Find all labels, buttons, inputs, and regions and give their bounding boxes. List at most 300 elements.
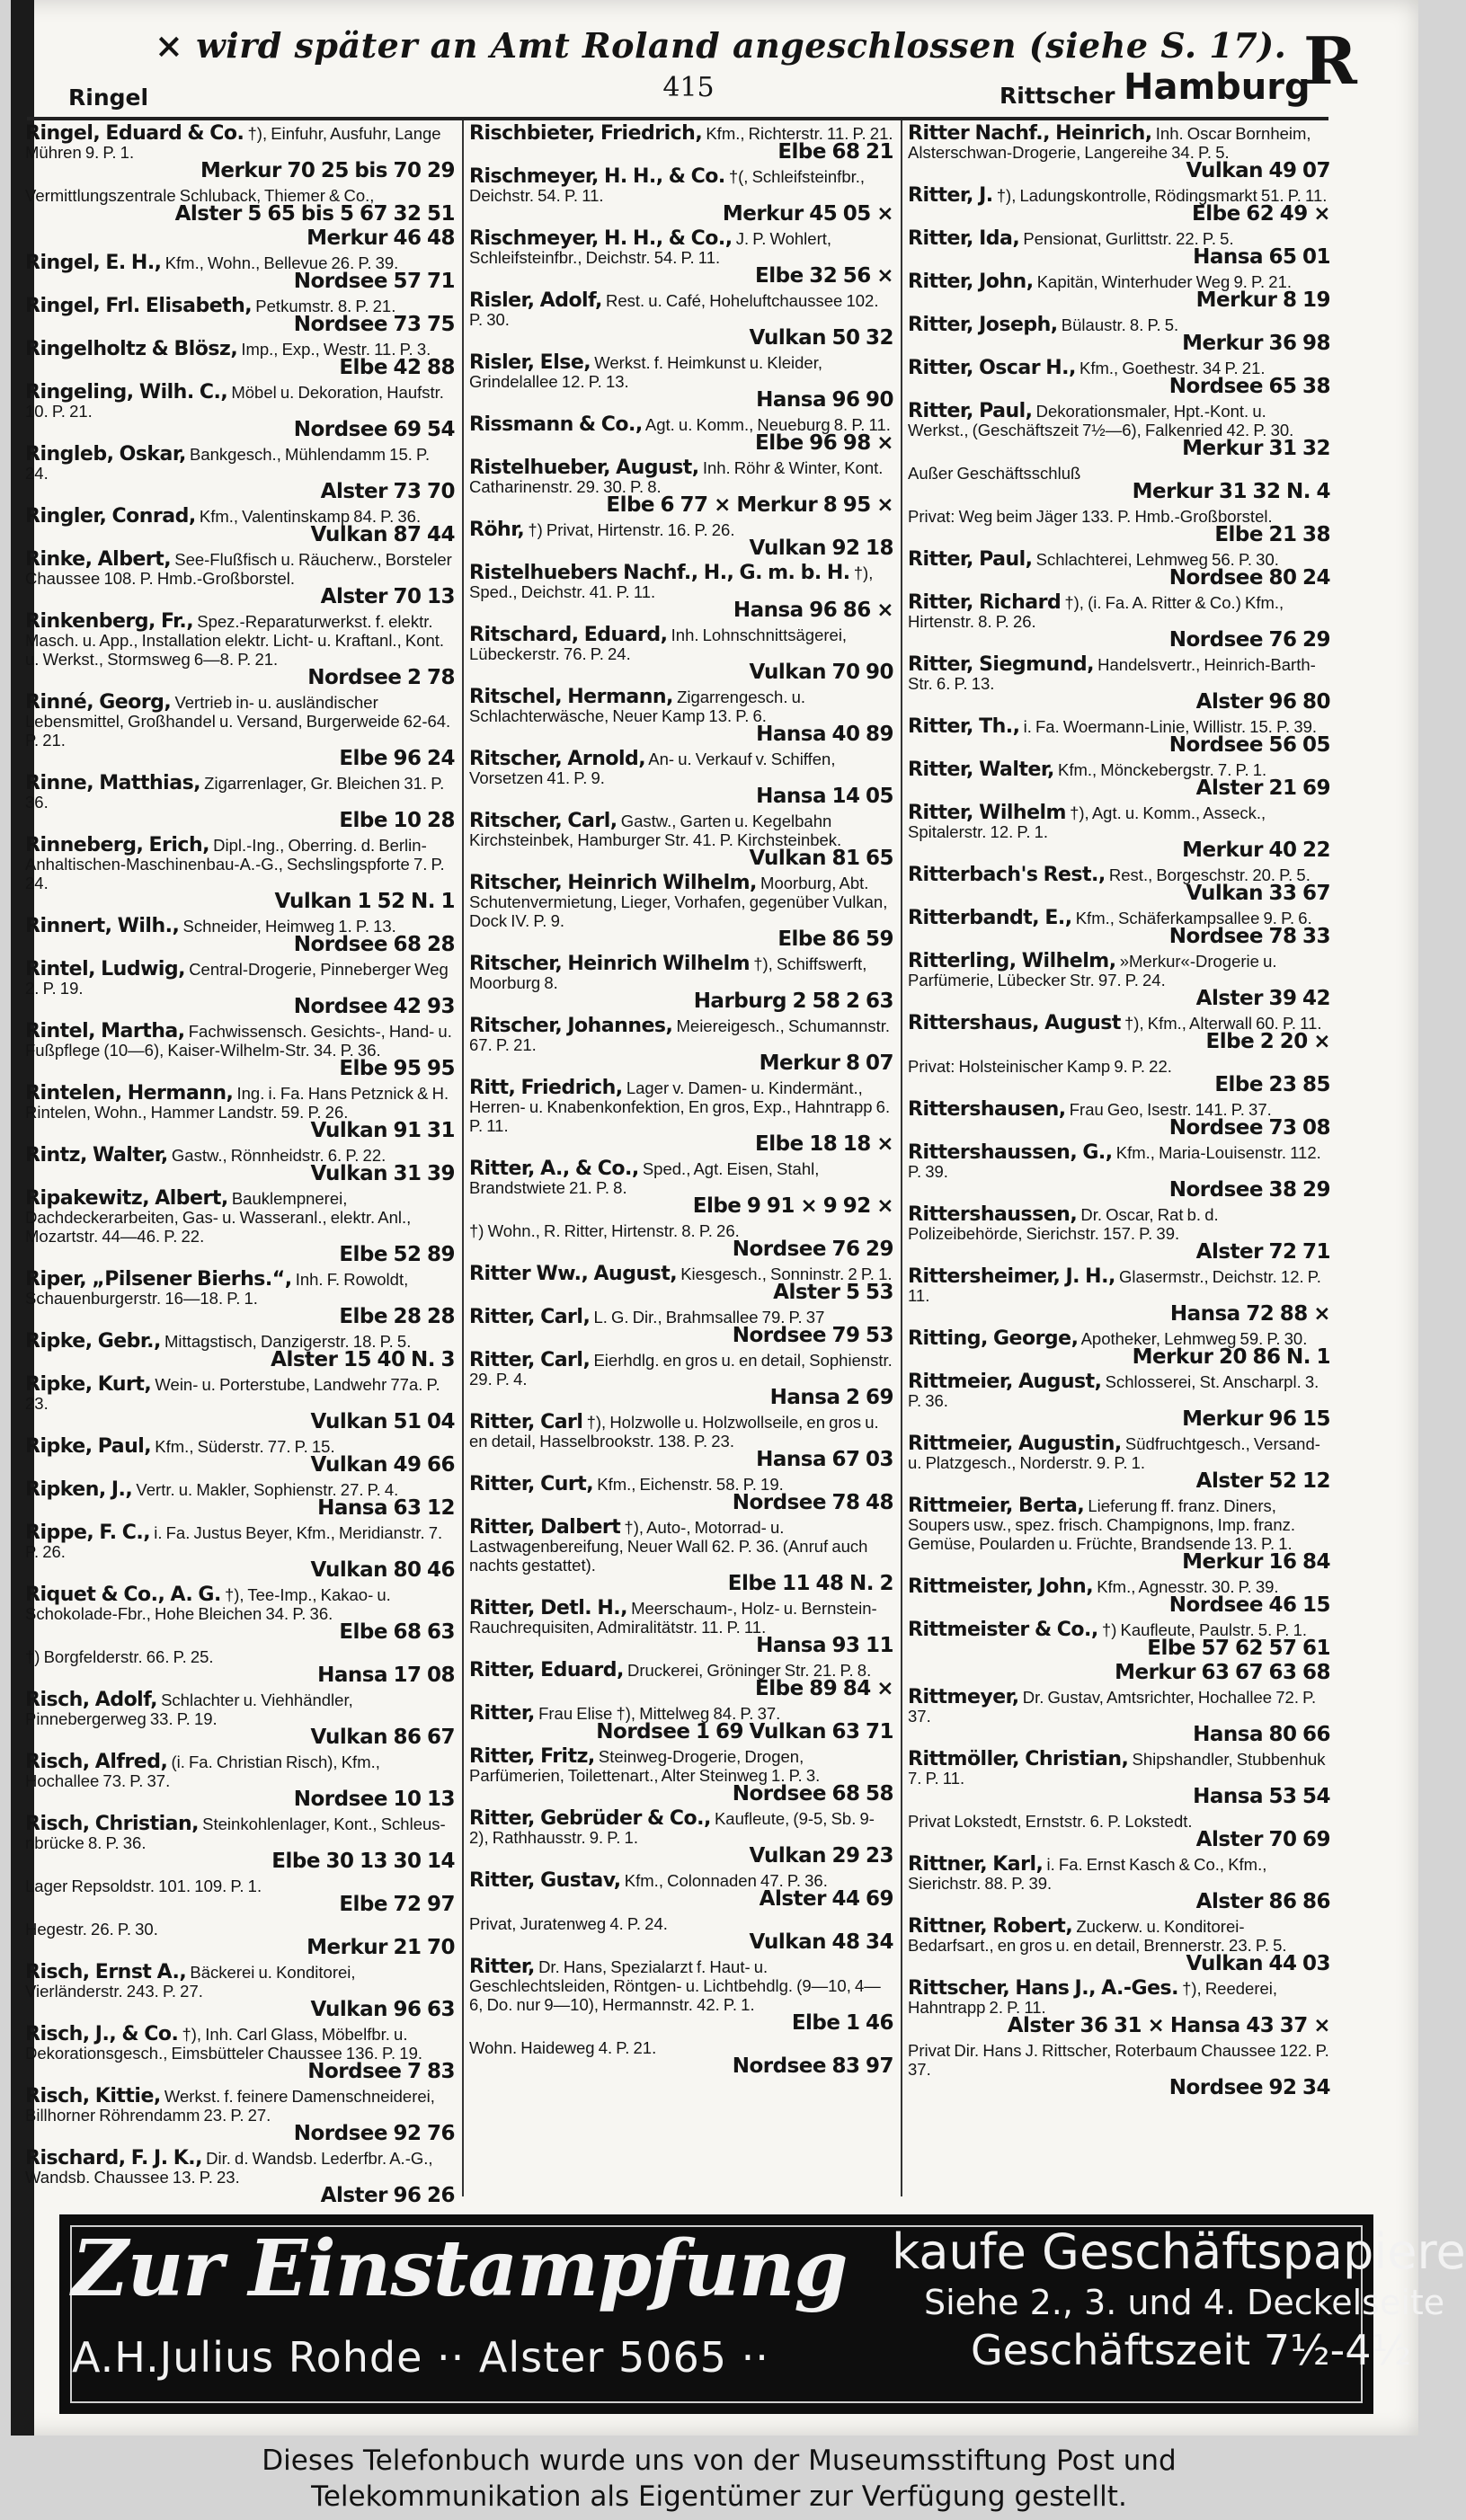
directory-entry bbox=[469, 954, 893, 1011]
entry-name: Ringel, Frl. Elisabeth, bbox=[25, 295, 253, 317]
entry-phone: Elbe 52 89 bbox=[339, 1243, 455, 1266]
directory-entry bbox=[908, 1979, 1330, 2036]
entry-name: Risch, Alfred, bbox=[25, 1751, 168, 1773]
entry-name: Ritter, Gebrüder & Co., bbox=[469, 1807, 711, 1830]
entry-name: Rintz, Walter, bbox=[25, 1144, 168, 1167]
directory-entry bbox=[25, 383, 455, 439]
entry-name: Rischbieter, Friedrich, bbox=[469, 122, 703, 145]
entry-name: Rittmeier, Augustin, bbox=[908, 1433, 1122, 1455]
entry-name: Ritter, Joseph, bbox=[908, 314, 1058, 336]
entry-details: Moorburg, Abt. Schutenvermietung, Lieger, Vorhafen, gegenüber Vulkan, Dock IV. P. 9. bbox=[469, 874, 888, 930]
entry-phone: Elbe 68 21 bbox=[777, 140, 893, 164]
entry-phone: Nordsee 78 48 bbox=[732, 1491, 893, 1514]
directory-entry bbox=[469, 1914, 893, 1952]
directory-entry bbox=[908, 1057, 1330, 1095]
directory-entry bbox=[25, 1752, 455, 1809]
entry-name: Rinkenberg, Fr., bbox=[25, 610, 194, 633]
directory-entry bbox=[469, 229, 893, 286]
directory-entry bbox=[25, 1963, 455, 2019]
entry-details: Meiereigesch., Schumannstr. 67. P. 21. bbox=[469, 1016, 891, 1054]
entry-details: Kfm., Richterstr. 11. P. 21. bbox=[706, 124, 893, 143]
entry-name: Ritter, Fritz, bbox=[469, 1745, 595, 1768]
entry-details: †) Wohn., R. Ritter, Hirtenstr. 8. P. 26. bbox=[469, 1221, 740, 1240]
entry-phone: Vulkan 80 46 bbox=[310, 1558, 455, 1582]
entry-phone: Merkur 63 67 63 68 bbox=[1115, 1661, 1330, 1684]
column-divider bbox=[462, 120, 464, 2196]
entry-name: Rittershaussen, bbox=[908, 1203, 1078, 1226]
entry-details: Kfm., Colonnaden 47. P. 36. bbox=[624, 1871, 828, 1890]
entry-phone: Elbe 95 95 bbox=[339, 1057, 455, 1080]
banner-title: Zur Einstampfung bbox=[72, 2223, 848, 2314]
banner-hours: Geschäftszeit 7½-4½ bbox=[971, 2326, 1412, 2374]
entry-details: †) Kaufleute, Paulstr. 5. P. 1. bbox=[1101, 1620, 1308, 1639]
entry-name: Rintel, Ludwig, bbox=[25, 958, 186, 980]
entry-phone: Merkur 70 25 bis 70 29 bbox=[200, 159, 455, 182]
entry-details: Dr. Gustav, Amtsrichter, Hochallee 72. P. 37. bbox=[908, 1688, 1317, 1726]
directory-entry bbox=[469, 563, 893, 620]
entry-details: Dipl.-Ing., Oberring. d. Berlin-Anhaltischen-Maschinenbau-A.-G., Sechslingspforte 7. P. 24. bbox=[25, 836, 445, 892]
entry-name: Rinnert, Wilh., bbox=[25, 915, 180, 937]
banner-company: A.H.Julius Rohde ·· Alster 5065 ·· bbox=[72, 2333, 769, 2382]
entry-details: Wein- u. Porterstube, Landwehr 77a. P. 23. bbox=[25, 1375, 440, 1413]
entry-name: Ritscher, Heinrich Wilhelm bbox=[469, 953, 751, 975]
entry-phone: Hansa 53 54 bbox=[1193, 1785, 1330, 1808]
entry-name: Ritter, Paul, bbox=[908, 400, 1033, 422]
directory-entry bbox=[908, 1014, 1330, 1051]
entry-name: Risch, Adolf, bbox=[25, 1689, 157, 1711]
header-city: Hamburg bbox=[1124, 67, 1311, 108]
entry-details: Bülaustr. 8. P. 5. bbox=[1061, 315, 1179, 334]
entry-name: Rippe, F. C., bbox=[25, 1522, 151, 1544]
entry-name: Rischard, F. J. K., bbox=[25, 2147, 203, 2170]
entry-name: Rittmeier, Berta, bbox=[908, 1495, 1085, 1517]
directory-entry bbox=[469, 1413, 893, 1469]
entry-name: Rischmeyer, H. H., & Co. bbox=[469, 165, 725, 188]
entry-name: Rittner, Robert, bbox=[908, 1915, 1073, 1938]
entry-phone: Elbe 30 13 30 14 bbox=[271, 1850, 455, 1873]
entry-name: Ritter, Carl, bbox=[469, 1306, 591, 1328]
entry-name: Ringel, Eduard & Co. bbox=[25, 122, 244, 145]
directory-entry bbox=[469, 1747, 893, 1804]
directory-entry bbox=[25, 1585, 455, 1642]
entry-details: Dekorationsmaler, Hpt.-Kont. u. Werkst., (Geschäftszeit 7½—6), Falkenried 42. P. 30. bbox=[908, 402, 1294, 439]
entry-details: Spez.-Reparaturwerkst. f. elektr. Masch. u. App., Installation elektr. Licht- u. Kraftanl., Kont. u. Werkst., Stormsweg 6—8. P. 21. bbox=[25, 612, 445, 669]
entry-name: Rissmann & Co., bbox=[469, 413, 643, 436]
entry-name: Ripke, Gebr., bbox=[25, 1330, 161, 1353]
entry-details: Kfm., Wohn., Bellevue 26. P. 39. bbox=[164, 253, 399, 272]
directory-entry bbox=[25, 1332, 455, 1370]
entry-phone: Hansa 17 08 bbox=[317, 1664, 455, 1687]
entry-phone: Nordsee 92 76 bbox=[293, 2122, 455, 2145]
entry-details: An- u. Verkauf v. Schiffen, Vorsetzen 41. P. 9. bbox=[469, 750, 836, 787]
directory-entry bbox=[469, 1078, 893, 1154]
entry-details: Gastw., Rönnheidstr. 6. P. 22. bbox=[171, 1146, 386, 1165]
entry-name: Ritter Ww., August, bbox=[469, 1263, 678, 1285]
entry-phone: Nordsee 42 93 bbox=[293, 995, 455, 1018]
directory-entry bbox=[908, 1434, 1330, 1491]
directory-entry bbox=[469, 1957, 893, 2033]
entry-details: Kfm., Goethestr. 34 P. 21. bbox=[1080, 359, 1266, 377]
archive-footer bbox=[0, 2436, 1438, 2520]
entry-name: Ritter, Wilhelm bbox=[908, 802, 1066, 824]
directory-entry bbox=[908, 1855, 1330, 1912]
entry-name: Rittmeier, August, bbox=[908, 1371, 1102, 1393]
entry-name: Ristelhueber, August, bbox=[469, 457, 699, 479]
entry-phone: Nordsee 83 97 bbox=[732, 2054, 893, 2078]
entry-details: Bäckerei u. Konditorei, Vierländerstr. 243. P. 27. bbox=[25, 1963, 356, 2001]
entry-details: Schlachterei, Lehmweg 56. P. 30. bbox=[1035, 550, 1279, 569]
entry-phone: Merkur 8 07 bbox=[759, 1051, 893, 1075]
entry-details: Agt. u. Komm., Neueburg 8. P. 11. bbox=[644, 415, 891, 434]
directory-entry bbox=[25, 1480, 455, 1518]
entry-name: Rittner, Karl, bbox=[908, 1853, 1044, 1876]
entry-name: Ritter, Curt, bbox=[469, 1473, 594, 1495]
directory-entry bbox=[25, 253, 455, 291]
entry-details: †), (i. Fa. A. Ritter & Co.) Kfm., Hirtenstr. 8. P. 26. bbox=[908, 593, 1284, 631]
directory-entry bbox=[908, 717, 1330, 755]
directory-entry bbox=[908, 272, 1330, 310]
entry-details: Shipshandler, Stubbenhuk 7. P. 11. bbox=[908, 1750, 1326, 1788]
directory-entry bbox=[908, 1812, 1330, 1850]
entry-name: Ritter, John, bbox=[908, 271, 1034, 293]
entry-phone: Elbe 9 91 × 9 92 × bbox=[692, 1194, 893, 1218]
entry-name: Rittershausen, bbox=[908, 1098, 1066, 1121]
directory-entry bbox=[25, 1877, 455, 1914]
entry-name: Ritscher, Carl, bbox=[469, 810, 617, 832]
entry-details: Rest. u. Café, Hoheluftchaussee 102. P. 30. bbox=[469, 291, 879, 329]
directory-entry bbox=[908, 593, 1330, 650]
directory-entry bbox=[25, 1815, 455, 1871]
directory-entry bbox=[908, 1917, 1330, 1974]
entry-details: Vertrieb in- u. ausländischer Lebensmittel, Großhandel u. Versand, Burgerweide 62-64. P. 21. bbox=[25, 693, 451, 750]
directory-entry bbox=[25, 226, 455, 250]
entry-details: Kapitän, Winterhuder Weg 9. P. 21. bbox=[1036, 272, 1292, 291]
entry-phone: Hansa 14 05 bbox=[756, 785, 893, 808]
entry-name: Ringeling, Wilh. C., bbox=[25, 381, 228, 404]
entry-phone: Vulkan 87 44 bbox=[310, 523, 455, 546]
entry-phone: Elbe 2 20 × bbox=[1205, 1030, 1330, 1053]
directory-entry bbox=[908, 655, 1330, 712]
entry-details: Petkumstr. 8. P. 21. bbox=[255, 297, 396, 315]
directory-entry bbox=[469, 626, 893, 682]
entry-name: Ritschel, Hermann, bbox=[469, 686, 673, 708]
entry-name: Ritscher, Heinrich Wilhelm, bbox=[469, 872, 757, 894]
directory-entry bbox=[908, 464, 1330, 501]
entry-name: Rinné, Georg, bbox=[25, 691, 172, 714]
entry-name: Ritter, A., & Co., bbox=[469, 1158, 639, 1180]
entry-name: Ritterling, Wilhelm, bbox=[908, 950, 1116, 972]
entry-phone: Alster 86 86 bbox=[1195, 1890, 1330, 1913]
entry-phone: Nordsee 10 13 bbox=[293, 1788, 455, 1811]
directory-entry bbox=[25, 1523, 455, 1580]
entry-phone: Nordsee 1 69 Vulkan 63 71 bbox=[596, 1720, 893, 1744]
entry-details: †), Sped., Deichstr. 41. P. 11. bbox=[469, 563, 874, 601]
entry-phone: Merkur 20 86 N. 1 bbox=[1132, 1345, 1330, 1369]
entry-phone: Alster 52 12 bbox=[1195, 1469, 1330, 1493]
entry-details: Mittagstisch, Danzigerstr. 18. P. 5. bbox=[164, 1332, 412, 1351]
entry-phone: Merkur 40 22 bbox=[1182, 839, 1330, 862]
entry-details: Frau Elise †), Mittelweg 84. P. 37. bbox=[538, 1704, 781, 1723]
directory-entry bbox=[25, 1920, 455, 1957]
directory-entry bbox=[25, 1270, 455, 1327]
entry-phone: Elbe 86 59 bbox=[777, 927, 893, 951]
entry-phone: Nordsee 73 08 bbox=[1168, 1116, 1330, 1140]
directory-entry bbox=[25, 917, 455, 954]
directory-entry bbox=[908, 124, 1330, 181]
entry-name: Rinne, Matthias, bbox=[25, 772, 201, 794]
entry-details: Pensionat, Gurlittstr. 22. P. 5. bbox=[1023, 229, 1234, 248]
entry-phone: Merkur 36 98 bbox=[1182, 332, 1330, 355]
directory-entry bbox=[469, 291, 893, 348]
entry-name: Ritter, Siegmund, bbox=[908, 653, 1094, 676]
directory-entry bbox=[908, 507, 1330, 545]
entry-phone: Alster 73 70 bbox=[320, 480, 455, 503]
directory-entry bbox=[908, 1577, 1330, 1615]
entry-phone: Alster 39 42 bbox=[1195, 987, 1330, 1010]
directory-entry bbox=[908, 1620, 1330, 1658]
entry-details: †), Agt. u. Komm., Asseck., Spitalerstr. 12. P. 1. bbox=[908, 803, 1266, 841]
entry-name: Ritscher, Arnold, bbox=[469, 748, 646, 770]
entry-details: Privat, Juratenweg 4. P. 24. bbox=[469, 1914, 668, 1933]
entry-name: Rittmeister, John, bbox=[908, 1575, 1094, 1598]
entry-details: Zigarrenlager, Gr. Bleichen 31. P. 36. bbox=[25, 774, 445, 812]
entry-phone: Vulkan 81 65 bbox=[749, 847, 893, 870]
directory-entry bbox=[908, 803, 1330, 860]
entry-details: †), Auto-, Motorrad- u. Lastwagenbereifung, Neuer Wall 62. P. 36. (Anruf auch nachts gestattet). bbox=[469, 1518, 868, 1575]
entry-details: Möbel u. Dekoration, Haufstr. 10. P. 21. bbox=[25, 383, 444, 421]
directory-entry bbox=[469, 1704, 893, 1742]
entry-phone: Nordsee 76 29 bbox=[732, 1238, 893, 1261]
entry-details: Apotheker, Lehmweg 59. P. 30. bbox=[1080, 1329, 1308, 1348]
entry-details: Vermittlungszentrale Schluback, Thiemer & Co., bbox=[25, 186, 375, 205]
entry-name: Rittmeister & Co., bbox=[908, 1619, 1098, 1641]
entry-name: Risler, Adolf, bbox=[469, 289, 602, 312]
entry-phone: Elbe 11 48 N. 2 bbox=[727, 1572, 893, 1595]
entry-details: Ing. i. Fa. Hans Petznick & H. Rintelen, Wohn., Hammer Landstr. 59. P. 26. bbox=[25, 1084, 449, 1122]
entry-details: Zuckerw. u. Konditorei-Bedarfsart., en gros u. en detail, Brennerstr. 23. P. 5. bbox=[908, 1917, 1287, 1955]
entry-name: Ringel, E. H., bbox=[25, 252, 162, 274]
entry-name: Ritt, Friedrich, bbox=[469, 1077, 623, 1099]
entry-phone: Hansa 67 03 bbox=[756, 1448, 893, 1471]
entry-phone: Hansa 80 66 bbox=[1193, 1723, 1330, 1746]
page-header bbox=[47, 22, 1357, 111]
entry-phone: Alster 72 71 bbox=[1195, 1240, 1330, 1264]
entry-details: Kfm., Süderstr. 77. P. 15. bbox=[155, 1437, 335, 1456]
entry-phone: Alster 44 69 bbox=[759, 1887, 893, 1911]
entry-details: †), Holzwolle u. Holzwollseile, en gros u. en detail, Hasselbrookstr. 138. P. 23. bbox=[469, 1413, 879, 1451]
entry-phone: Nordsee 73 75 bbox=[293, 313, 455, 336]
entry-name: Risch, Christian, bbox=[25, 1813, 200, 1835]
entry-name: Rittscher, Hans J., A.-Ges. bbox=[908, 1977, 1178, 2000]
entry-phone: Vulkan 33 67 bbox=[1186, 882, 1330, 905]
entry-phone: Nordsee 92 34 bbox=[1168, 2076, 1330, 2099]
directory-entry bbox=[908, 1205, 1330, 1262]
entry-details: Kfm., Eichenstr. 58. P. 19. bbox=[597, 1475, 784, 1494]
directory-entry bbox=[469, 520, 893, 558]
directory-entry bbox=[25, 1022, 455, 1078]
directory-entry bbox=[469, 2038, 893, 2076]
entry-details: Kiesgesch., Sonninstr. 2 P. 1. bbox=[680, 1264, 893, 1283]
entry-details: Werkst. f. Heimkunst u. Kleider, Grindelallee 12. P. 13. bbox=[469, 353, 822, 391]
directory-entry bbox=[469, 1661, 893, 1699]
directory-entry bbox=[469, 458, 893, 515]
entry-phone: Nordsee 68 28 bbox=[293, 933, 455, 956]
entry-details: Zigarrengesch. u. Schlachterwäsche, Neuer Kamp 13. P. 6. bbox=[469, 688, 806, 725]
paper-sheet bbox=[11, 0, 1466, 2436]
directory-entry bbox=[908, 1688, 1330, 1744]
entry-name: Ripken, J., bbox=[25, 1478, 133, 1501]
entry-phone: Nordsee 79 53 bbox=[732, 1324, 893, 1347]
entry-details: †), Schiffswerft, Moorburg 8. bbox=[469, 954, 867, 992]
section-letter: R bbox=[1303, 22, 1357, 99]
entry-details: Kfm., Mönckebergstr. 7. P. 1. bbox=[1058, 760, 1267, 779]
header-left-keyword: Ringel bbox=[68, 84, 149, 111]
entry-name: Ringleb, Oskar, bbox=[25, 443, 186, 466]
entry-details: Bauklempnerei, Dachdeckerarbeiten, Gas- u. Wasseranl., elektr. Anl., Mozartstr. 44—46. P. 22. bbox=[25, 1189, 412, 1246]
entry-name: Ritterbandt, E., bbox=[908, 907, 1072, 929]
entry-name: Ritter, Dalbert bbox=[469, 1516, 621, 1539]
entry-details: Werkst. f. feinere Damenschneiderei, Billhorner Röhrendamm 23. P. 27. bbox=[25, 2087, 435, 2125]
entry-details: Privat: Holsteinischer Kamp 9. P. 22. bbox=[908, 1057, 1172, 1076]
entry-name: Ritter, J. bbox=[908, 184, 993, 207]
entry-phone: Merkur 31 32 N. 4 bbox=[1132, 480, 1330, 503]
directory-entry bbox=[25, 340, 455, 377]
directory-entry bbox=[469, 1016, 893, 1073]
entry-details: Imp., Exp., Westr. 11. P. 3. bbox=[241, 340, 431, 359]
entry-phone: Hansa 96 90 bbox=[756, 388, 893, 412]
entry-name: Rintelen, Hermann, bbox=[25, 1082, 234, 1105]
directory-entry bbox=[25, 1375, 455, 1432]
directory-entry bbox=[908, 1661, 1330, 1684]
banner-reference: Siehe 2., 3. und 4. Deckelseite bbox=[924, 2283, 1445, 2322]
entry-details: Eierhdlg. en gros u. en detail, Sophienstr. 29. P. 4. bbox=[469, 1351, 893, 1389]
entry-name: Ripakewitz, Albert, bbox=[25, 1187, 228, 1210]
entry-phone: Alster 21 69 bbox=[1195, 776, 1330, 800]
entry-details: Kfm., Agnesstr. 30. P. 39. bbox=[1097, 1577, 1279, 1596]
entry-details: Kaufleute, (9-5, Sb. 9-2), Rathhausstr. 9. P. 1. bbox=[469, 1809, 875, 1847]
directory-entry bbox=[469, 1809, 893, 1866]
entry-phone: Nordsee 68 58 bbox=[732, 1782, 893, 1806]
entry-details: Inh. F. Rowoldt, Schauenburgerstr. 16—18. P. 1. bbox=[25, 1270, 409, 1308]
entry-phone: Nordsee 2 78 bbox=[307, 666, 455, 689]
directory-entry bbox=[908, 1496, 1330, 1572]
entry-phone: Hansa 40 89 bbox=[756, 723, 893, 746]
entry-phone: Elbe 72 97 bbox=[339, 1893, 455, 1916]
entry-phone: Elbe 68 63 bbox=[339, 1620, 455, 1644]
entry-phone: Merkur 16 84 bbox=[1182, 1550, 1330, 1574]
header-right-keyword: Rittscher bbox=[1000, 83, 1115, 109]
entry-details: †) Privat, Hirtenstr. 16. P. 26. bbox=[528, 520, 735, 539]
directory-column-2 bbox=[469, 124, 893, 2193]
entry-details: See-Flußfisch u. Räucherw., Borsteler Chaussee 108. P. Hmb.-Großborstel. bbox=[25, 550, 452, 588]
entry-details: Rest., Borgeschstr. 20. P. 5. bbox=[1108, 865, 1311, 884]
entry-details: Schlosserei, St. Anscharpl. 3. P. 36. bbox=[908, 1372, 1319, 1410]
entry-details: J. P. Wohlert, Schleifsteinfbr., Deichstr. 54. P. 11. bbox=[469, 229, 832, 267]
directory-entry bbox=[908, 909, 1330, 946]
directory-entry bbox=[908, 1100, 1330, 1138]
entry-details: i. Fa. Ernst Kasch & Co., Kfm., Sierichstr. 88. P. 39. bbox=[908, 1855, 1267, 1893]
entry-phone: Merkur 96 15 bbox=[1182, 1407, 1330, 1431]
entry-details: Außer Geschäftsschluß bbox=[908, 464, 1081, 483]
entry-details: Lieferung ff. franz. Diners, Soupers usw., spez. frisch. Champignons, Imp. franz. Gemüse, Poularden u. Früchte, Brandsende 13. P. 1. bbox=[908, 1496, 1295, 1553]
entry-name: Risch, J., & Co. bbox=[25, 2023, 179, 2045]
directory-entry bbox=[25, 693, 455, 768]
directory-entry bbox=[25, 1437, 455, 1475]
footer-line-1: Dieses Telefonbuch wurde uns von der Museumsstiftung Post und bbox=[262, 2445, 1177, 2477]
entry-name: Rittmöller, Christian, bbox=[908, 1748, 1129, 1770]
entry-details: Hegestr. 26. P. 30. bbox=[25, 1920, 158, 1939]
entry-name: Ritter, Eduard, bbox=[469, 1659, 624, 1681]
entry-details: Glasermstr., Deichstr. 12. P. 11. bbox=[908, 1267, 1321, 1305]
entry-details: †), Tee-Imp., Kakao- u. Schokolade-Fbr., Hohe Bleichen 34. P. 36. bbox=[25, 1585, 391, 1623]
directory-entry bbox=[469, 1308, 893, 1345]
entry-name: Ritschard, Eduard, bbox=[469, 624, 668, 646]
entry-phone: Elbe 21 38 bbox=[1214, 523, 1330, 546]
directory-entry bbox=[25, 2149, 455, 2205]
entry-name: Risch, Kittie, bbox=[25, 2085, 161, 2107]
entry-phone: Vulkan 70 90 bbox=[749, 661, 893, 684]
entry-details: Meerschaum-, Holz- u. Bernstein-Rauchrequisiten, Admiralitätstr. 11. P. 11. bbox=[469, 1599, 877, 1637]
entry-name: Rittersheimer, J. H., bbox=[908, 1265, 1115, 1288]
directory-entry bbox=[908, 186, 1330, 224]
entry-phone: Merkur 21 70 bbox=[307, 1936, 455, 1959]
entry-phone: Nordsee 76 29 bbox=[1168, 628, 1330, 652]
entry-details: Dir. d. Wandsb. Lederfbr. A.-G., Wandsb. Chaussee 13. P. 23. bbox=[25, 2149, 433, 2187]
directory-entry bbox=[469, 1264, 893, 1302]
entry-phone: Nordsee 57 71 bbox=[293, 270, 455, 293]
entry-details: Inh. Oscar Bornheim, Alsterschwan-Drogerie, Langereihe 34. P. 5. bbox=[908, 124, 1311, 162]
directory-entry bbox=[908, 1143, 1330, 1200]
entry-details: Gastw., Garten u. Kegelbahn Kirchsteinbek, Hamburger Str. 41. P. Kirchsteinbek. bbox=[469, 812, 842, 849]
directory-entry bbox=[25, 1189, 455, 1264]
directory-entry bbox=[908, 229, 1330, 267]
directory-entry bbox=[908, 1750, 1330, 1806]
entry-phone: Nordsee 69 54 bbox=[293, 418, 455, 441]
entry-name: Ristelhuebers Nachf., H., G. m. b. H. bbox=[469, 562, 850, 584]
entry-details: Steinweg-Drogerie, Drogen, Parfümerien, Toilettenart., Alter Steinweg 1. P. 3. bbox=[469, 1747, 821, 1785]
page-number: 415 bbox=[662, 72, 715, 103]
entry-name: Rittershaussen, G., bbox=[908, 1141, 1113, 1164]
directory-entry bbox=[469, 1221, 893, 1259]
entry-phone: Elbe 96 24 bbox=[339, 747, 455, 770]
entry-phone: Elbe 89 84 × bbox=[755, 1677, 893, 1700]
entry-details: Dr. Hans, Spezialarzt f. Haut- u. Geschlechtsleiden, Röntgen- u. Lichtbehdlg. (9—10, 4—6, Do. nur 9—10), Hermannstr. 42. P. 1. bbox=[469, 1957, 881, 2014]
entry-name: Ritter, bbox=[469, 1702, 535, 1725]
entry-phone: Nordsee 7 83 bbox=[307, 2060, 455, 2083]
footer-line-2: Telekommunikation als Eigentümer zur Verfügung gestellt. bbox=[311, 2480, 1127, 2513]
entry-phone: Alster 36 31 × Hansa 43 37 × bbox=[1007, 2014, 1330, 2037]
entry-name: Riper, „Pilsener Bierhs.“, bbox=[25, 1268, 292, 1291]
entry-phone: Elbe 28 28 bbox=[339, 1305, 455, 1328]
entry-name: Ripke, Paul, bbox=[25, 1435, 152, 1458]
directory-entry bbox=[469, 353, 893, 410]
directory-entry bbox=[25, 1084, 455, 1140]
entry-phone: Vulkan 91 31 bbox=[310, 1119, 455, 1142]
entry-details: Vertr. u. Makler, Sophienstr. 27. P. 4. bbox=[136, 1480, 399, 1499]
entry-details: †), Einfuhr, Ausfuhr, Lange Mühren 9. P. 1. bbox=[25, 124, 441, 162]
entry-phone: Hansa 2 69 bbox=[769, 1386, 893, 1409]
entry-phone: Harburg 2 58 2 63 bbox=[693, 989, 893, 1013]
entry-details: Kfm., Valentinskamp 84. P. 36. bbox=[199, 507, 422, 526]
entry-details: †), Ladungskontrolle, Rödingsmarkt 51. P. 11. bbox=[996, 186, 1328, 205]
entry-phone: Hansa 93 11 bbox=[756, 1634, 893, 1657]
entry-phone: Nordsee 56 05 bbox=[1168, 733, 1330, 757]
entry-details: Wohn. Haideweg 4. P. 21. bbox=[469, 2038, 657, 2057]
directory-entry bbox=[908, 2041, 1330, 2098]
entry-phone: Elbe 18 18 × bbox=[755, 1132, 893, 1156]
entry-details: Kfm., Maria-Louisenstr. 112. P. 39. bbox=[908, 1143, 1321, 1181]
directory-entry bbox=[25, 836, 455, 911]
